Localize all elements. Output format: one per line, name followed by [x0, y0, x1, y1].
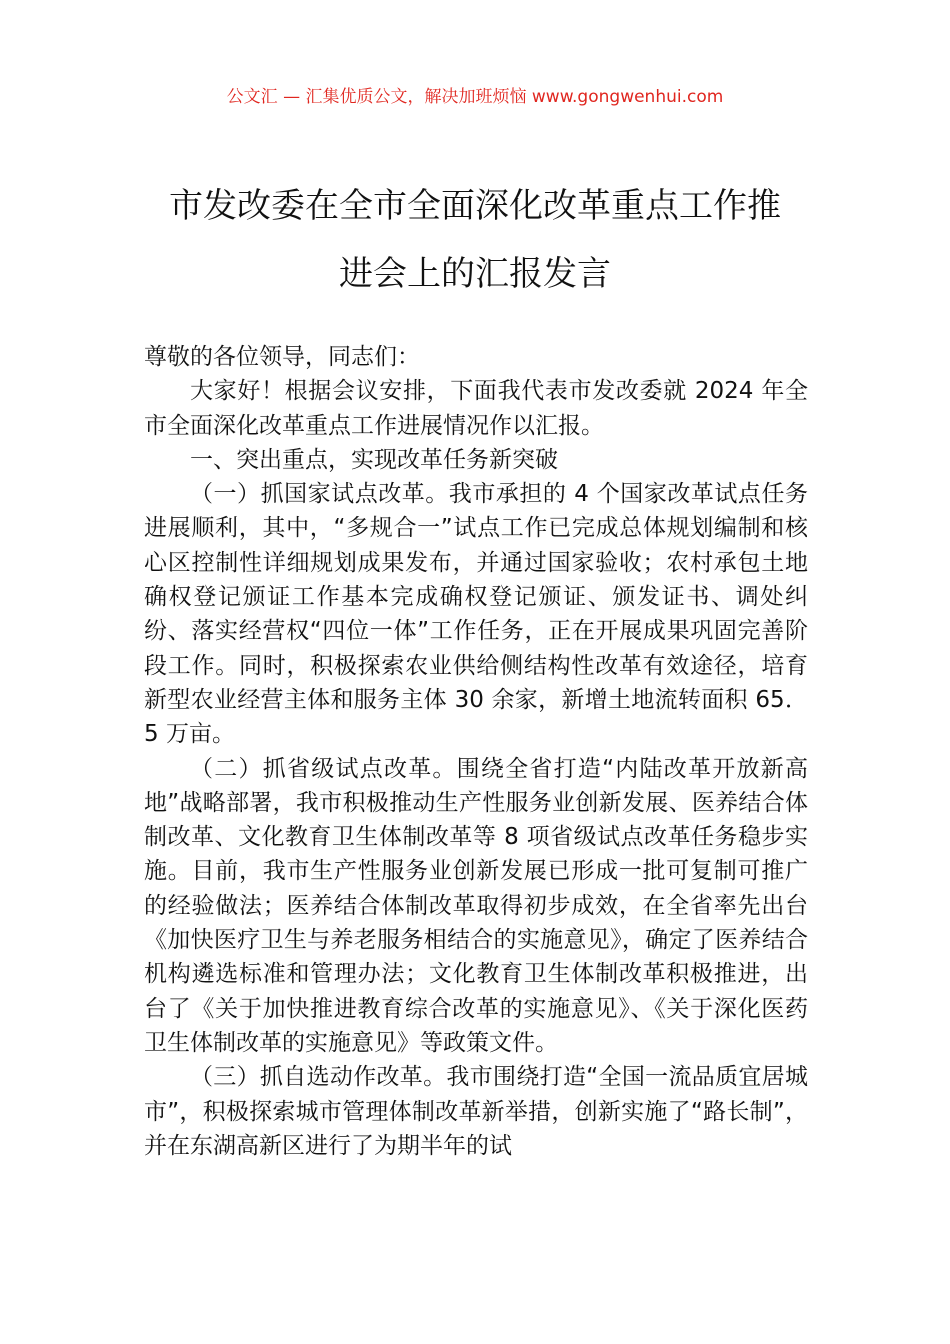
header-banner: 公文汇 — 汇集优质公文，解决加班烦恼 www.gongwenhui.com	[226, 87, 724, 107]
paragraph-national-pilot: （一）抓国家试点改革。我市承担的 4 个国家改革试点任务进展顺利，其中，“多规合一”试点工作已完成总体规划编制和核心区控制性详细规划成果发布，并通过国家验收；农村承包土地确权登记颁证工作基本完成确权登记颁证、颁发证书、调处纠纷、落实经营权“四位一体”工作任务，正在开展成果巩固完善阶段工作。同时，积极探索农业供给侧结构性改革有效途径，培育新型农业经营主体和服务主体 30 余家，新增土地流转面积 65．5 万亩。	[144, 481, 808, 748]
title-line-2: 进会上的汇报发言	[339, 254, 611, 294]
document-body	[144, 340, 808, 1163]
title-line-1: 市发改委在全市全面深化改革重点工作推	[169, 186, 781, 226]
section-heading-1: 一、突出重点，实现改革任务新突破	[190, 446, 558, 473]
paragraph-provincial-pilot: （二）抓省级试点改革。围绕全省打造“内陆改革开放新高地”战略部署，我市积极推动生产性服务业创新发展、医养结合体制改革、文化教育卫生体制改革等 8 项省级试点改革任务稳步实施。目前，我市生产性服务业创新发展已形成一批可复制可推广的经验做法；医养结合体制改革取得初步成效，在全省率先出台《加快医疗卫生与养老服务相结合的实施意见》，确定了医养结合机构遴选标准和管理办法；文化教育卫生体制改革积极推进，出台了《关于加快推进教育综合改革的实施意见》、《关于深化医药卫生体制改革的实施意见》等政策文件。	[144, 755, 808, 1056]
document-title	[130, 172, 820, 308]
salutation: 尊敬的各位领导，同志们：	[144, 344, 420, 370]
intro-paragraph: 大家好！根据会议安排，下面我代表市发改委就 2024 年全市全面深化改革重点工作进展情况作以汇报。	[144, 378, 808, 439]
paragraph-self-selected-reform: （三）抓自选动作改革。我市围绕打造“全国一流品质宜居城市”，积极探索城市管理体制改革新举措，创新实施了“路长制”，并在东湖高新区进行了为期半年的试	[144, 1064, 808, 1159]
